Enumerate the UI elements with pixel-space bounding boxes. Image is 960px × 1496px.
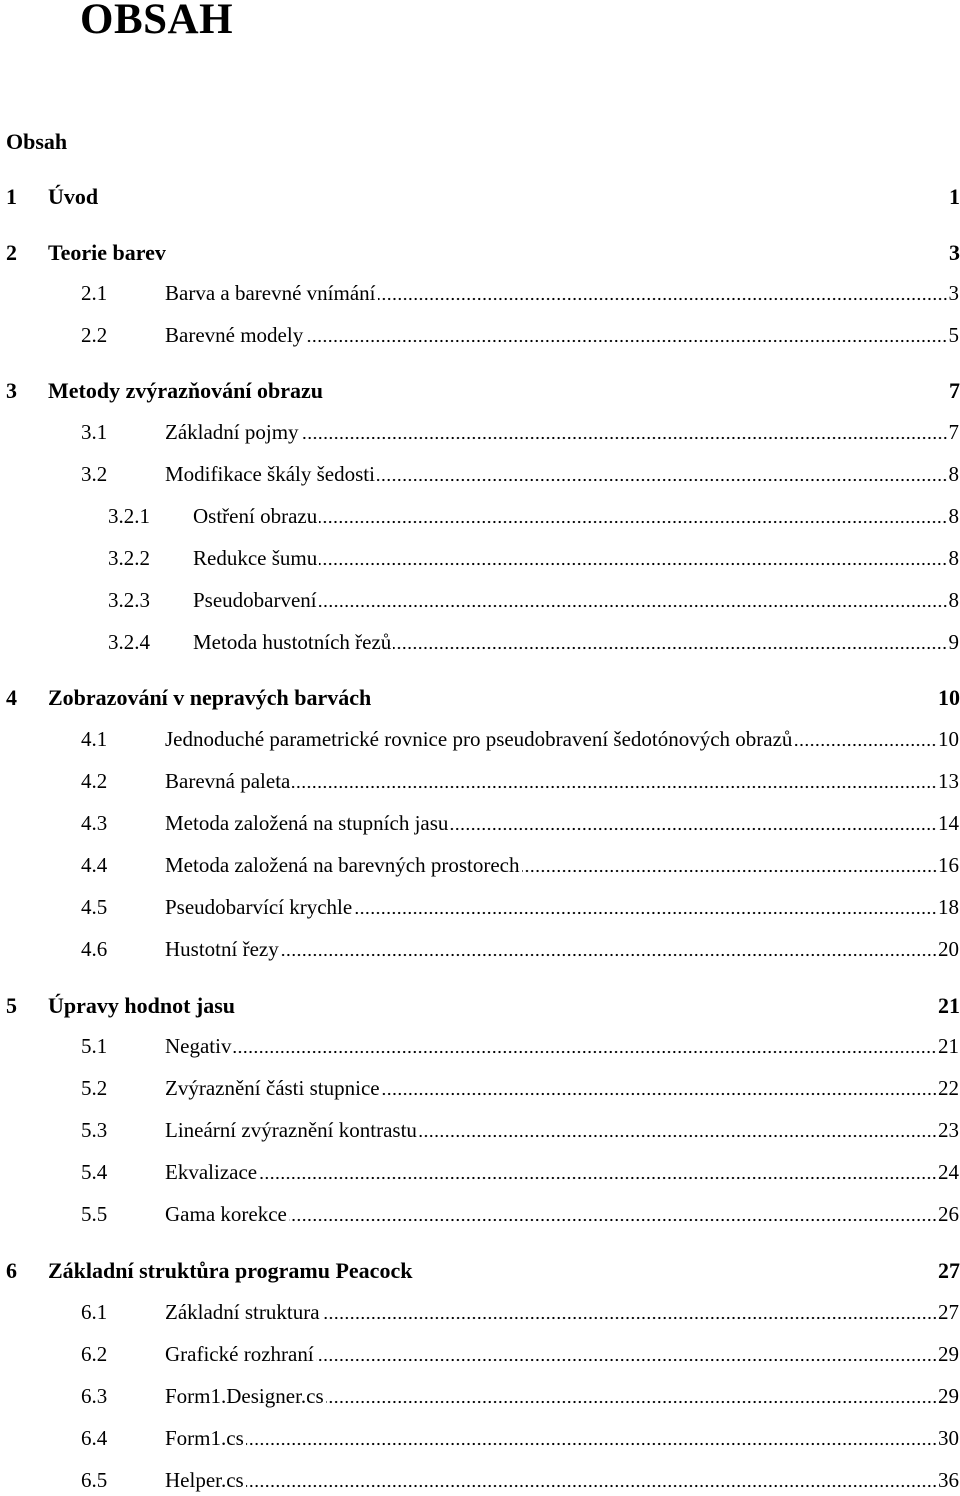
toc-heading: Obsah	[6, 129, 68, 154]
toc-entry-title: Form1.cs	[165, 1426, 244, 1450]
toc-entry-title: Ekvalizace	[165, 1160, 258, 1184]
toc-entry-title: Jednoduché parametrické rovnice pro pseudobravení šedotónových obrazů	[165, 727, 793, 751]
toc-dot-leader	[419, 1134, 937, 1138]
toc-entry-title: Form1.Designer.cs	[165, 1384, 324, 1408]
toc-entry-number: 2.1	[81, 281, 108, 305]
toc-entry[interactable]	[0, 681, 960, 711]
toc-entry-number: 1	[6, 184, 17, 209]
toc-entry-page: 27	[938, 1300, 959, 1324]
toc-entry-title: Pseudobarvící krychle	[165, 895, 353, 919]
toc-entry-page: 10	[938, 685, 960, 710]
toc-entry[interactable]	[0, 457, 960, 487]
toc-entry[interactable]	[0, 722, 960, 752]
toc-entry-title: Úvod	[48, 184, 99, 209]
toc-entry-number: 3.2.1	[108, 504, 150, 528]
toc-dot-leader	[305, 339, 947, 343]
toc-entry-title: Zvýraznění části stupnice	[165, 1076, 380, 1100]
toc-entry[interactable]	[0, 276, 960, 306]
toc-entry-page: 8	[948, 504, 959, 528]
toc-entry-page: 1	[949, 184, 960, 209]
toc-entry-page: 27	[938, 1258, 960, 1283]
toc-entry-number: 3.1	[81, 420, 108, 444]
toc-entry-page: 20	[938, 937, 959, 961]
toc-dot-leader	[378, 297, 948, 301]
toc-entry[interactable]	[0, 1155, 960, 1185]
toc-entry[interactable]	[0, 499, 960, 529]
toc-entry-number: 3.2	[81, 462, 108, 486]
toc-dot-leader	[377, 478, 948, 482]
toc-entry-number: 3	[6, 378, 17, 403]
toc-entry-number: 6.4	[81, 1426, 108, 1450]
toc-entry-number: 3.2.4	[108, 630, 150, 654]
toc-entry[interactable]	[0, 848, 960, 878]
toc-entry[interactable]	[0, 1421, 960, 1451]
toc-entry-title: Úpravy hodnot jasu	[48, 993, 236, 1018]
toc-entry-number: 3.2.3	[108, 588, 150, 612]
toc-dot-leader	[259, 1176, 937, 1180]
toc-entry-title: Zobrazování v nepravých barvách	[48, 685, 372, 710]
toc-dot-leader	[326, 1400, 937, 1404]
toc-entry-number: 6.1	[81, 1300, 108, 1324]
toc-entry-page: 16	[938, 853, 959, 877]
toc-entry-number: 5.4	[81, 1160, 108, 1184]
toc-entry[interactable]	[0, 1197, 960, 1227]
toc-entry-page: 29	[938, 1342, 959, 1366]
toc-entry-page: 5	[948, 323, 959, 347]
toc-entry-number: 4.6	[81, 937, 108, 961]
toc-entry[interactable]	[0, 1029, 960, 1059]
toc-entry-title: Negativ	[165, 1034, 232, 1058]
toc-entry-number: 6.2	[81, 1342, 108, 1366]
toc-entry-title: Metody zvýrazňování obrazu	[48, 378, 323, 403]
toc-entry-number: 6.5	[81, 1468, 108, 1492]
toc-entry-title: Lineární zvýraznění kontrastu	[165, 1118, 417, 1142]
toc-entry-page: 8	[948, 462, 959, 486]
toc-entry-page: 36	[938, 1468, 959, 1492]
toc-dot-leader	[301, 436, 948, 440]
toc-entry[interactable]	[0, 625, 960, 655]
toc-entry-page: 29	[938, 1384, 959, 1408]
toc-dot-leader	[382, 1092, 937, 1096]
toc-entry-title: Barva a barevné vnímání	[165, 281, 376, 305]
toc-dot-leader	[322, 1316, 937, 1320]
toc-entry-title: Gama korekce	[165, 1202, 287, 1226]
toc-entry-page: 13	[938, 769, 959, 793]
toc-entry[interactable]	[0, 583, 960, 613]
toc-entry[interactable]	[0, 374, 960, 404]
toc-entry[interactable]	[0, 1379, 960, 1409]
toc-entry-title: Základní struktura	[165, 1300, 320, 1324]
toc-entry[interactable]	[0, 318, 960, 348]
toc-entry[interactable]	[0, 415, 960, 445]
toc-entry[interactable]	[0, 1254, 960, 1284]
toc-entry-number: 2	[6, 240, 17, 265]
toc-entry-number: 5.2	[81, 1076, 108, 1100]
toc-entry-title: Hustotní řezy	[165, 937, 279, 961]
toc-entry[interactable]	[0, 764, 960, 794]
toc-entry-title: Metoda založená na stupních jasu	[165, 811, 449, 835]
toc-entry-number: 4.1	[81, 727, 108, 751]
toc-entry-title: Barevné modely	[165, 323, 304, 347]
toc-entry[interactable]	[0, 1463, 960, 1493]
toc-entry[interactable]	[0, 1295, 960, 1325]
toc-entry-number: 4.5	[81, 895, 108, 919]
toc-entry-title: Modifikace škály šedosti	[165, 462, 375, 486]
toc-entry[interactable]	[0, 1337, 960, 1367]
toc-entry-number: 6.3	[81, 1384, 108, 1408]
toc-entry[interactable]	[0, 541, 960, 571]
toc-entry-page: 30	[938, 1426, 959, 1450]
toc-dot-leader	[281, 953, 937, 957]
toc-entry-page: 21	[938, 993, 960, 1018]
toc-entry-number: 4	[6, 685, 17, 710]
toc-entry-page: 8	[948, 588, 959, 612]
toc-entry-number: 6	[6, 1258, 17, 1283]
toc-entry-title: Metoda hustotních řezů	[193, 630, 392, 654]
toc-entry-page: 3	[948, 281, 959, 305]
page-title: OBSAH	[80, 0, 234, 43]
toc-dot-leader	[522, 869, 938, 873]
toc-entry-page: 18	[938, 895, 959, 919]
toc-entry-page: 22	[938, 1076, 959, 1100]
toc-dot-leader	[450, 827, 937, 831]
toc-entry-title: Grafické rozhraní	[165, 1342, 314, 1366]
toc-entry-page: 24	[938, 1160, 959, 1184]
toc-entry-number: 5	[6, 993, 17, 1018]
toc-dot-leader	[319, 604, 948, 608]
toc-dot-leader	[246, 1484, 937, 1488]
toc-entry-title: Pseudobarvení	[193, 588, 317, 612]
toc-entry-title: Barevná paleta	[165, 769, 291, 793]
toc-entry-page: 3	[949, 240, 960, 265]
toc-entry-number: 4.3	[81, 811, 108, 835]
toc-entry-title: Metoda založená na barevných prostorech	[165, 853, 520, 877]
toc-entry-page: 14	[938, 811, 959, 835]
toc-entry-number: 5.1	[81, 1034, 108, 1058]
toc-entry[interactable]	[0, 806, 960, 836]
toc-entry-title: Teorie barev	[48, 240, 166, 265]
toc-entry-page: 8	[948, 546, 959, 570]
toc-entry-title: Základní struktůra programu Peacock	[48, 1258, 413, 1283]
toc-entry-title: Ostření obrazu	[193, 504, 318, 528]
toc-entry[interactable]	[0, 180, 960, 210]
toc-entry[interactable]	[0, 1071, 960, 1101]
toc-dot-leader	[292, 785, 937, 789]
toc-entry[interactable]	[0, 890, 960, 920]
toc-entry-number: 5.3	[81, 1118, 108, 1142]
toc-entry-number: 2.2	[81, 323, 108, 347]
toc-entry-number: 5.5	[81, 1202, 108, 1226]
toc-entry-title: Základní pojmy	[165, 420, 299, 444]
toc-entry[interactable]	[0, 989, 960, 1019]
toc-entry-title: Helper.cs	[165, 1468, 244, 1492]
toc-entry-page: 21	[938, 1034, 959, 1058]
toc-entry-page: 7	[949, 378, 960, 403]
toc-entry-number: 4.4	[81, 853, 108, 877]
toc-entry[interactable]	[0, 932, 960, 962]
toc-entry-page: 7	[948, 420, 959, 444]
toc-dot-leader	[319, 520, 947, 524]
toc-entry-title: Redukce šumu	[193, 546, 318, 570]
toc-dot-leader	[316, 1358, 937, 1362]
toc-dot-leader	[289, 1218, 937, 1222]
toc-dot-leader	[393, 646, 947, 650]
toc-dot-leader	[319, 562, 947, 566]
toc-entry-page: 10	[938, 727, 959, 751]
toc-dot-leader	[354, 911, 937, 915]
toc-dot-leader	[233, 1050, 937, 1054]
toc-entry-number: 3.2.2	[108, 546, 150, 570]
toc-entry-page: 9	[948, 630, 959, 654]
toc-dot-leader	[246, 1442, 937, 1446]
toc-entry-page: 26	[938, 1202, 959, 1226]
toc-entry-page: 23	[938, 1118, 959, 1142]
toc-dot-leader	[794, 743, 937, 747]
toc-entry[interactable]	[0, 1113, 960, 1143]
toc-entry-number: 4.2	[81, 769, 108, 793]
toc-entry[interactable]	[0, 236, 960, 266]
